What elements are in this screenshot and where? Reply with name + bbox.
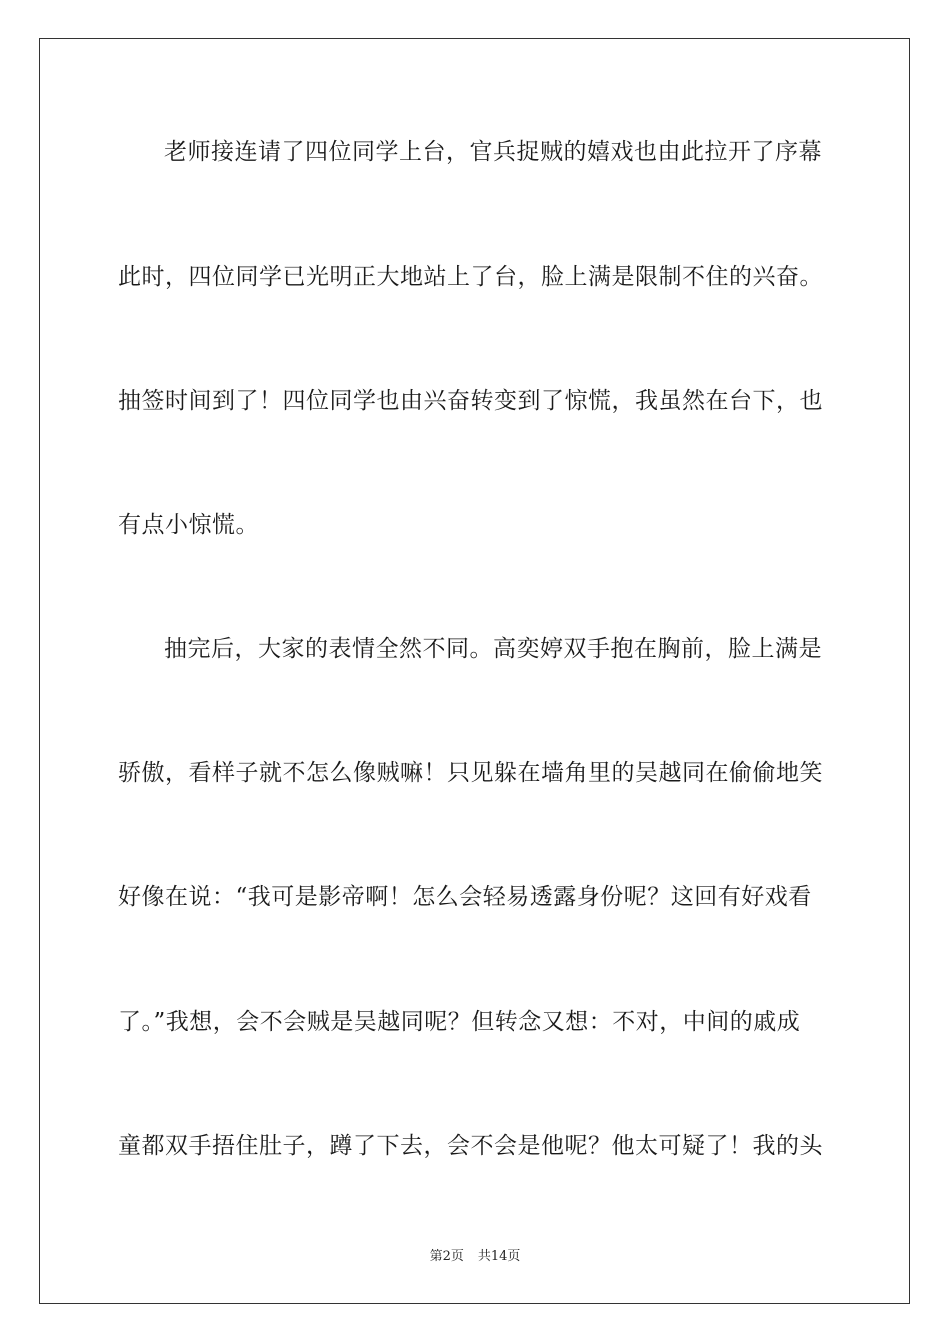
page-footer xyxy=(0,1248,950,1266)
paragraph-line: 抽签时间到了！四位同学也由兴奋转变到了惊慌，我虽然在台下，也 xyxy=(118,388,823,414)
page-border xyxy=(39,38,910,1304)
paragraph-line: 了。”我想，会不会贼是吴越同呢？但转念又想：不对，中间的戚成 xyxy=(118,1009,801,1035)
paragraph-line: 此时，四位同学已光明正大地站上了台，脸上满是限制不住的兴奋。 xyxy=(118,264,823,290)
page-number: 第2页 xyxy=(429,1249,464,1264)
paragraph-line: 抽完后，大家的表情全然不同。高奕婷双手抱在胸前，脸上满是 xyxy=(164,636,822,662)
page-total: 共14页 xyxy=(477,1249,521,1264)
paragraph-line: 好像在说：“我可是影帝啊！怎么会轻易透露身份呢？这回有好戏看 xyxy=(118,884,812,910)
paragraph-line: 骄傲，看样子就不怎么像贼嘛！只见躲在墙角里的吴越同在偷偷地笑 xyxy=(118,760,823,786)
paragraph-line: 老师接连请了四位同学上台，官兵捉贼的嬉戏也由此拉开了序幕 xyxy=(164,139,822,165)
paragraph-line: 童都双手捂住肚子，蹲了下去，会不会是他呢？他太可疑了！我的头 xyxy=(118,1133,823,1159)
paragraph-line: 有点小惊慌。 xyxy=(118,512,259,538)
